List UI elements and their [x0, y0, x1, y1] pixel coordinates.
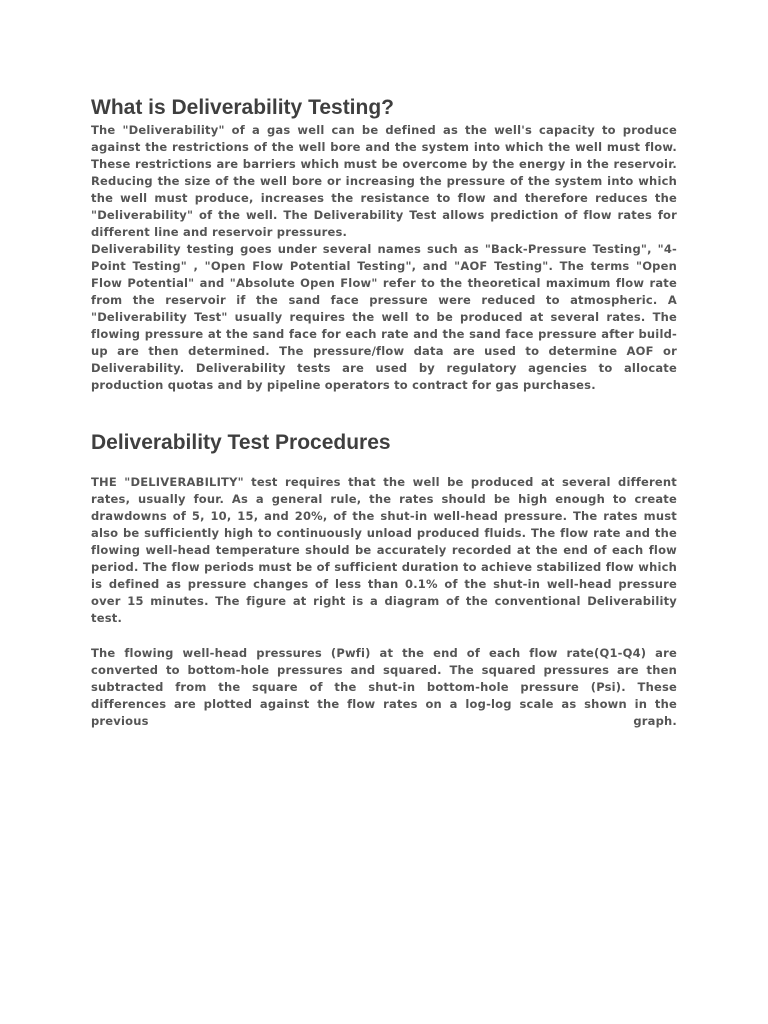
paragraph-deliverability-testing-names: Deliverability testing goes under several names such as "Back-Pressure Testing", "4-Point Testing" , "Open Flow Potential Testing", and "AOF Testing". The terms "Open Flow Potential" and "Absolute Open Flow" refer to the theoretical maximum flow rate from the reservoir if the sand face pressure were reduced to atmospheric. A "Deliverability Test" usually requires the well to be produced at several rates. The flowing pressure at the sand face for each rate and the sand face pressure after build-up are then determined. The pressure/flow data are used to determine AOF or Deliverability. Deliverability tests are used by regulatory agencies to allocate production quotas and by pipeline operators to contract for gas purchases. — [91, 242, 677, 392]
section-heading-test-procedures: Deliverability Test Procedures — [91, 431, 391, 454]
paragraph-test-procedure: THE "DELIVERABILITY" test requires that the well be produced at several different rates, usually four. As a general rule, the rates should be high enough to create drawdowns of 5, 10, 15, and 20%, of the shut-in well-head pressure. The rates must also be sufficiently high to continuously unload produced fluids. The flow rate and the flowing well-head temperature should be accurately recorded at the end of each flow period. The flow periods must be of sufficient duration to achieve stabilized flow which is defined as pressure changes of less than 0.1% of the shut-in well-head pressure over 15 minutes. The figure at right is a diagram of the conventional Deliverability test. — [91, 475, 677, 625]
section-heading-what-is-deliverability-testing: What is Deliverability Testing? — [91, 96, 395, 119]
paragraph-pressure-analysis: The flowing well-head pressures (Pwfi) at the end of each flow rate(Q1-Q4) are converted to bottom-hole pressures and squared. The squared pressures are then subtracted from the square of the shut-in bottom-hole pressure (Psi). These differences are plotted against the flow rates on a log-log scale as shown in the previous graph. — [91, 646, 677, 728]
paragraph-deliverability-definition: The "Deliverability" of a gas well can be defined as the well's capacity to produce against the restrictions of the well bore and the system into which the well must flow. These restrictions are barriers which must be overcome by the energy in the reservoir. Reducing the size of the well bore or increasing the pressure of the system into which the well must produce, increases the resistance to flow and therefore reduces the "Deliverability" of the well. The Deliverability Test allows prediction of flow rates for different line and reservoir pressures. — [91, 123, 677, 239]
